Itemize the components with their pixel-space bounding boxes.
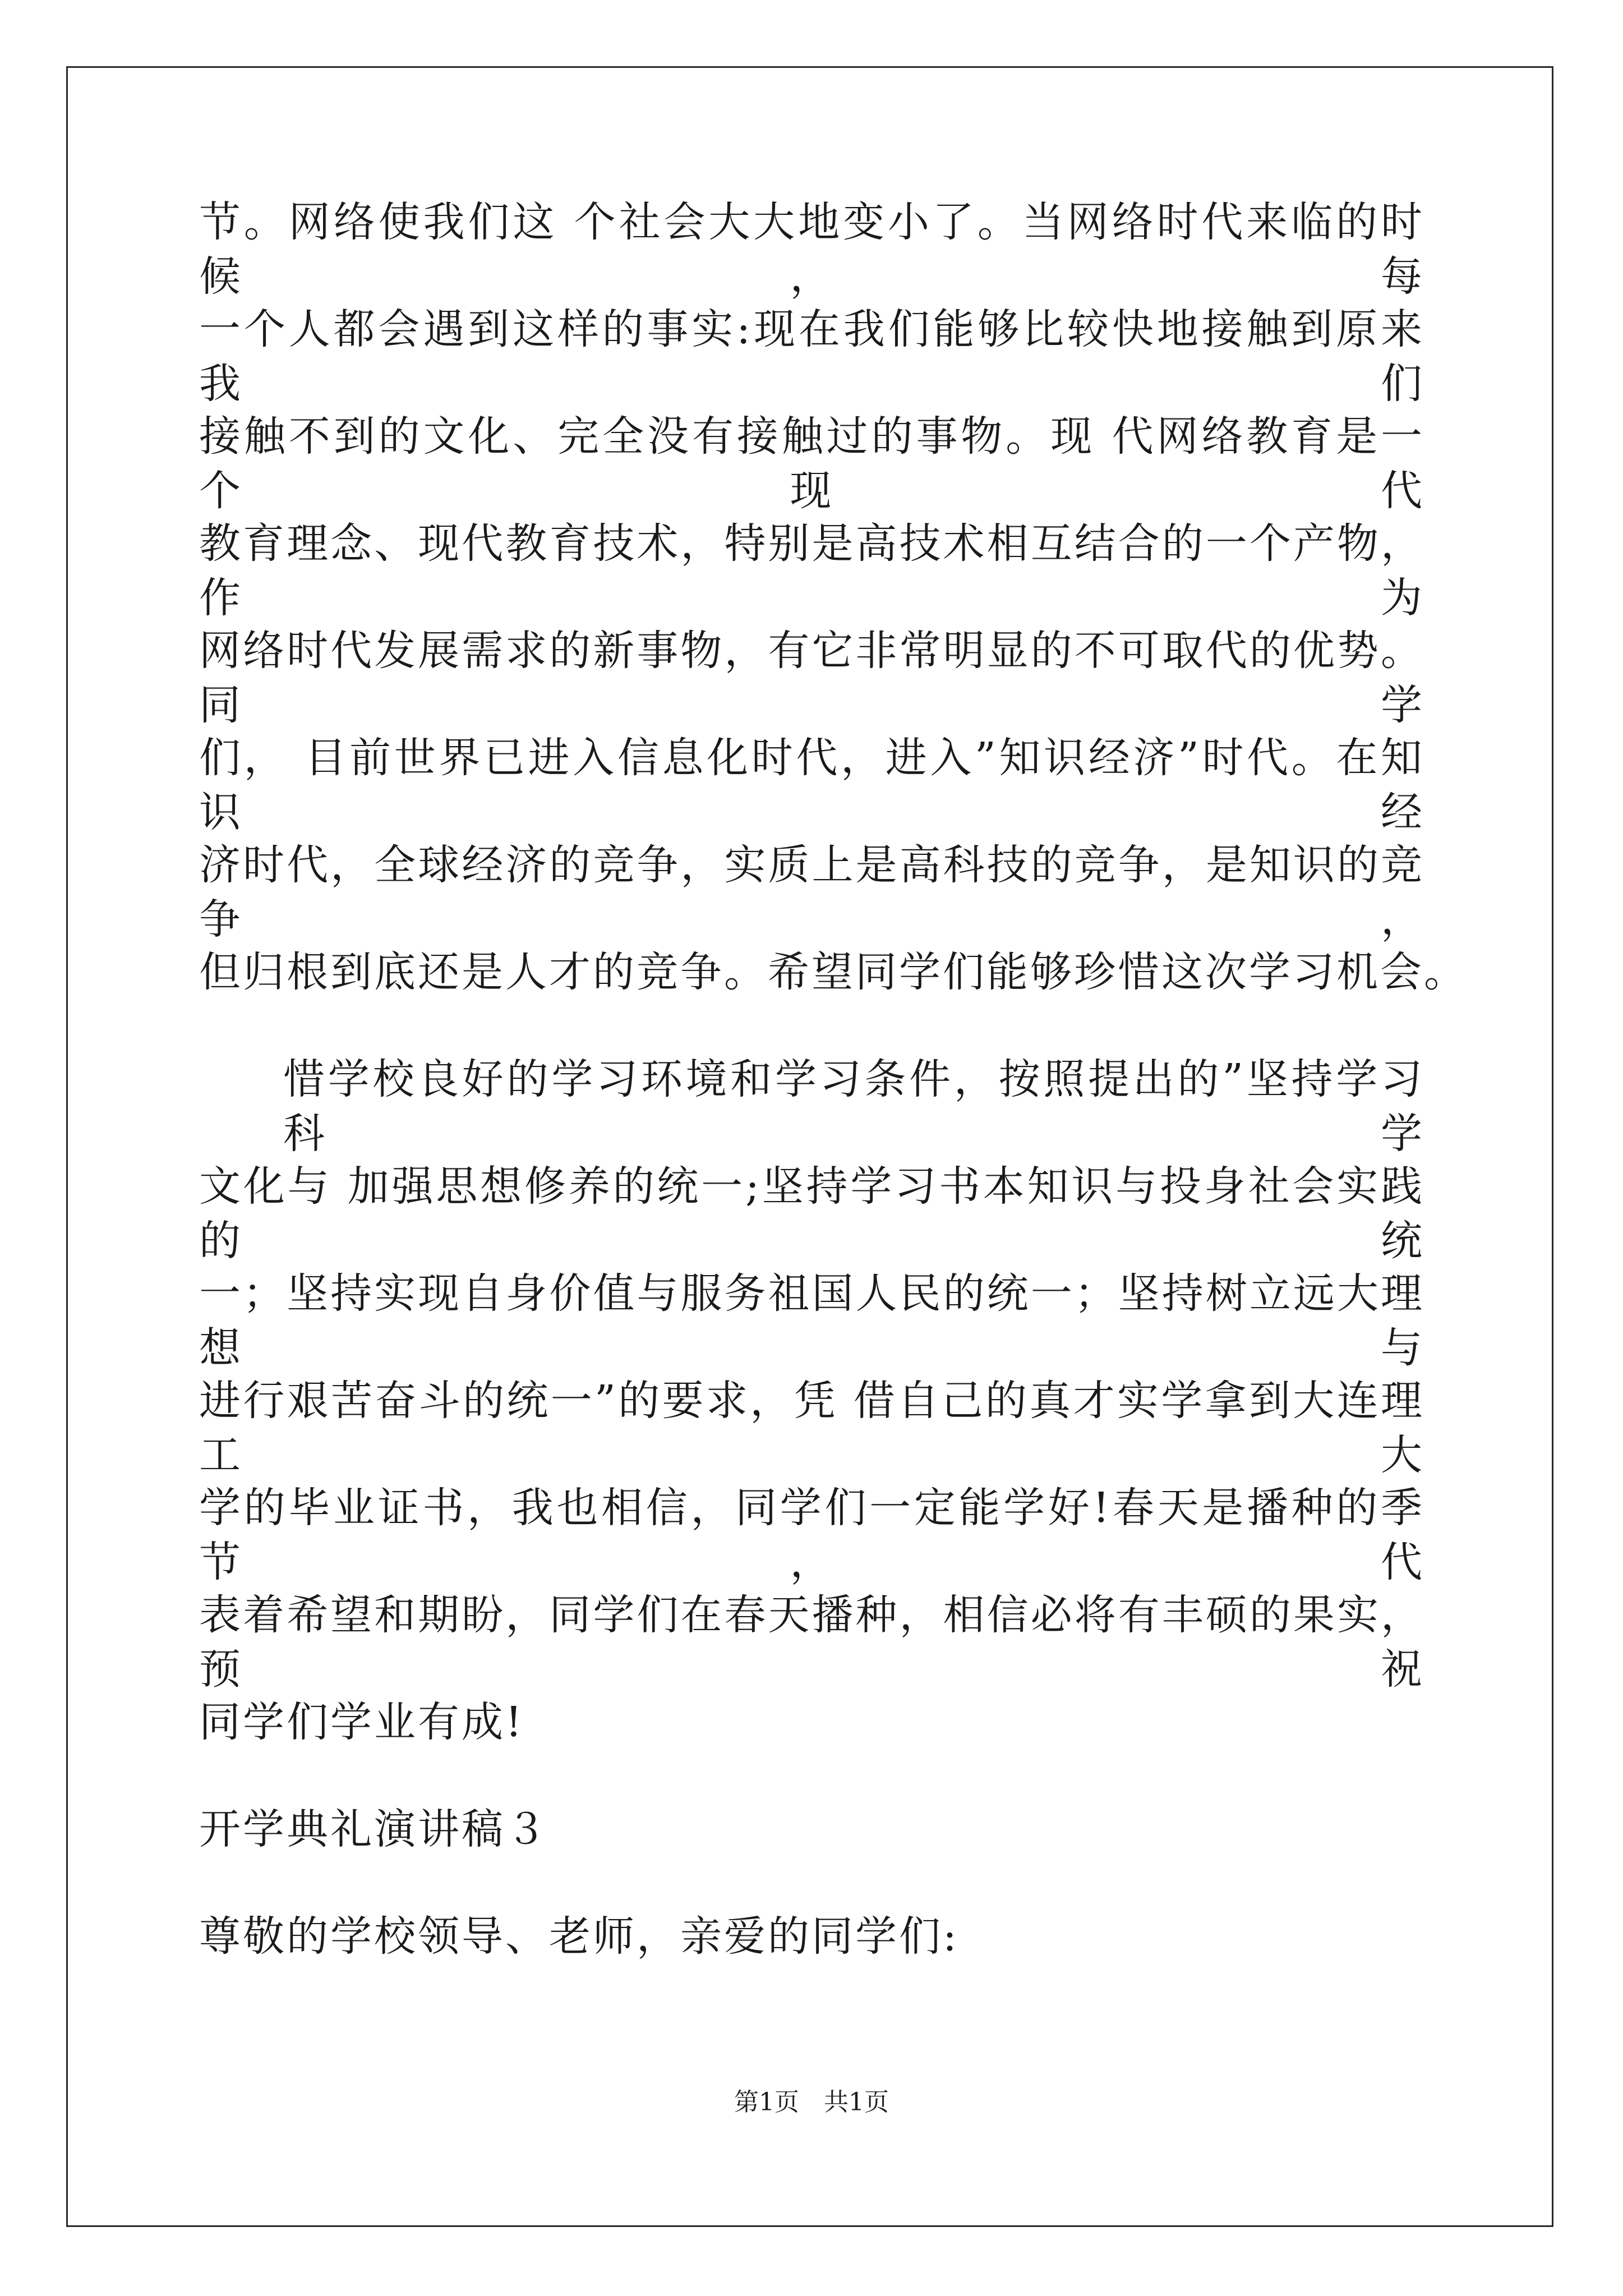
paragraph-line: 学的毕业证书，我也相信，同学们一定能学好!春天是播种的季节，代 — [199, 1484, 1424, 1586]
paragraph-line: 表着希望和期盼，同学们在春天播种，相信必将有丰硕的果实，预祝 — [199, 1591, 1424, 1694]
paragraph-line: 教育理念、现代教育技术，特别是高技术相互结合的一个产物，作为 — [199, 519, 1424, 622]
paragraph-line: 但归根到底还是人才的竞争。希望同学们能够珍惜这次学习机会。 — [199, 948, 1468, 996]
paragraph-line: 同学们学业有成! — [199, 1698, 524, 1746]
paragraph-line: 惜学校良好的学习环境和学习条件，按照提出的”坚持学习科学 — [283, 1055, 1424, 1158]
paragraph-line: 进行艰苦奋斗的统一”的要求，凭 借自己的真才实学拿到大连理工大 — [199, 1377, 1424, 1479]
page-number-footer: 第1页 共1页 — [734, 2088, 889, 2116]
paragraph-line: 一个人都会遇到这样的事实:现在我们能够比较快地接触到原来我们 — [199, 305, 1424, 408]
paragraph-line: 节。网络使我们这 个社会大大地变小了。当网络时代来临的时候，每 — [199, 198, 1424, 301]
paragraph-line: 接触不到的文化、完全没有接触过的事物。现 代网络教育是一个现代 — [199, 412, 1424, 515]
paragraph-line: 网络时代发展需求的新事物，有它非常明显的不可取代的优势。同学 — [199, 627, 1424, 729]
paragraph-line: 们， 目前世界已进入信息化时代，进入”知识经济”时代。在知识经 — [199, 734, 1424, 836]
paragraph-line: 一；坚持实现自身价值与服务祖国人民的统一；坚持树立远大理想与 — [199, 1269, 1424, 1372]
salutation-line: 尊敬的学校领导、老师，亲爱的同学们: — [199, 1912, 959, 1961]
section-heading: 开学典礼演讲稿３ — [199, 1805, 549, 1853]
paragraph-line: 济时代，全球经济的竞争，实质上是高科技的竞争，是知识的竞争， — [199, 841, 1424, 944]
document-body — [199, 195, 1468, 2017]
paragraph-line: 文化与 加强思想修养的统一;坚持学习书本知识与投身社会实践的统 — [199, 1162, 1424, 1265]
